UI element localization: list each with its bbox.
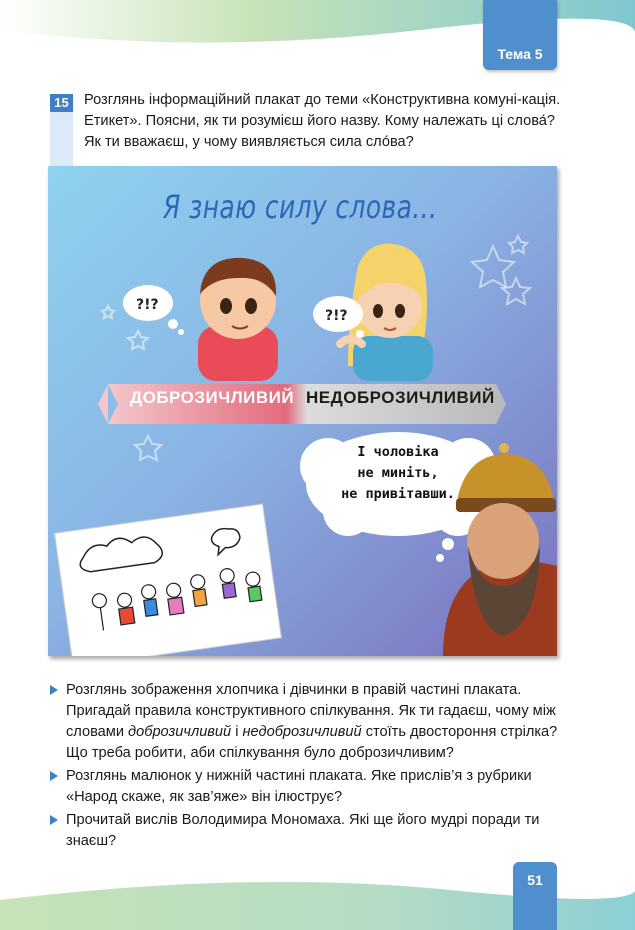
task-marker-bar <box>50 112 73 172</box>
monomakh-quote <box>338 442 458 505</box>
task-text: Розглянь інформаційний плакат до теми «Конструктивна комуні-кація. Етикет». Поясни, як ти розумієш його назву. Кому належать ці слова́? Як ти вважаєш, у чому виявляється сила сло́ва? <box>84 92 561 150</box>
task-block <box>50 90 565 153</box>
label-friendly: ДОБРОЗИЧЛИВИЙ <box>130 388 295 407</box>
quote-line-2: не миніть, <box>357 465 439 481</box>
quote-line-1: І чоловіка <box>357 444 439 460</box>
poster-title: Я знаю силу слова... <box>163 188 438 226</box>
bullet-arrow-icon <box>50 771 58 781</box>
bullet-arrow-icon <box>50 685 58 695</box>
quote-line-3: не привітавши. <box>341 486 455 502</box>
poster-illustration <box>48 166 557 656</box>
question-list <box>50 680 565 854</box>
label-unfriendly: НЕДОБРОЗИЧЛИВИЙ <box>306 388 495 407</box>
poster <box>48 166 557 656</box>
bullet-arrow-icon <box>50 815 58 825</box>
page-number: 51 <box>527 872 543 888</box>
list-item: Прочитай вислів Володимира Мономаха. Які ще його мудрі поради ти знаєш? <box>50 810 565 852</box>
theme-label: Тема 5 <box>497 46 543 62</box>
task-number: 15 <box>50 94 73 112</box>
list-item: Розглянь малюнок у нижній частині плаката. Яке прислів’я з рубрики «Народ скаже, як зав’яже» він ілюструє? <box>50 766 565 808</box>
page-number-tab <box>513 862 557 930</box>
boy-illustration <box>198 258 278 381</box>
list-item: Розглянь зображення хлопчика і дівчинки в правій частині плаката. Пригадай правила конструктивного спілкування. Як ти гадаєш, чому між словами доброзичливий і недоброзичливий стоїть двостороння стрілка? Що треба робити, аби спілкування було доброзичливим? <box>50 680 565 764</box>
theme-tab <box>483 0 557 70</box>
boy-bubble-marks: ?!? <box>136 297 159 313</box>
girl-bubble-marks: ?!? <box>325 308 348 324</box>
